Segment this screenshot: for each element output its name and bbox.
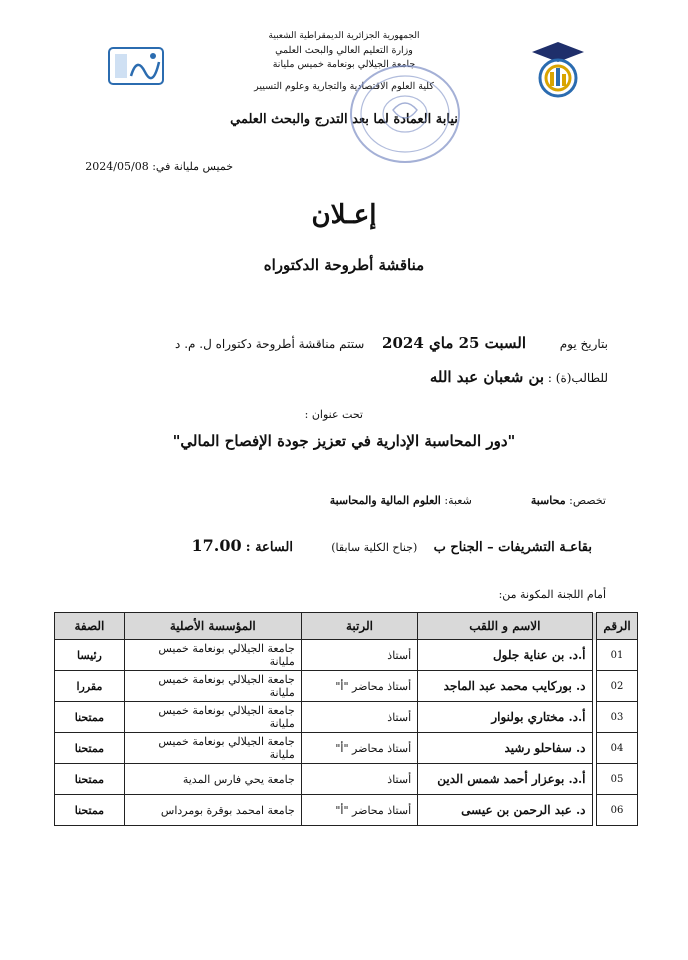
table-row xyxy=(55,640,638,671)
col-gap xyxy=(592,613,597,640)
col-gap xyxy=(592,764,597,795)
header-ministry: وزارة التعليم العالي والبحث العلمي xyxy=(275,45,413,56)
issue-date: خميس مليانة في: 2024/05/08 xyxy=(85,160,233,173)
member-name: أ.د. مختاري بولنوار xyxy=(418,702,592,733)
table-row xyxy=(55,795,638,826)
date-suffix: ستتم مناقشة أطروحة دكتوراه ل. م. د xyxy=(175,337,365,351)
university-logo xyxy=(105,42,167,90)
member-institution: جامعة الجيلالي بونعامة خميس مليانة xyxy=(124,640,301,671)
member-num: 04 xyxy=(597,733,638,764)
member-num: 02 xyxy=(597,671,638,702)
table-row xyxy=(55,702,638,733)
col-gap xyxy=(592,640,597,671)
title-label: تحت عنوان : xyxy=(304,408,363,421)
member-institution: جامعة يحي فارس المدية xyxy=(124,764,301,795)
member-rank: أستاذ xyxy=(301,702,417,733)
time-label: الساعة : xyxy=(245,540,293,555)
thesis-title: "دور المحاسبة الإدارية في تعزيز جودة الإفصاح المالي" xyxy=(172,432,516,450)
header-republic: الجمهورية الجزائرية الديمقراطية الشعبية xyxy=(268,31,420,41)
official-stamp xyxy=(345,60,465,168)
col-role-header: الصفة xyxy=(55,613,125,640)
col-gap xyxy=(592,671,597,702)
member-rank: أستاذ محاضر "أ" xyxy=(301,733,417,764)
page-title: إعـلان xyxy=(311,200,377,230)
member-role: ممتحنا xyxy=(55,733,125,764)
time-value: 17.00 xyxy=(191,536,242,555)
member-role: مقررا xyxy=(55,671,125,702)
member-institution: جامعة الجيلالي بونعامة خميس مليانة xyxy=(124,671,301,702)
venue-line xyxy=(192,536,592,555)
branch-value: العلوم المالية والمحاسبة xyxy=(329,494,441,507)
student-label: للطالب(ة) : xyxy=(547,371,608,385)
member-role: ممتحنا xyxy=(55,764,125,795)
header-deanship: نيابة العمادة لما بعد التدرج والبحث العلمي xyxy=(230,112,458,127)
student-name: بن شعبان عبد الله xyxy=(429,368,545,386)
member-institution: جامعة الجيلالي بونعامة خميس مليانة xyxy=(124,702,301,733)
branch-label: شعبة: xyxy=(444,494,472,507)
member-institution: جامعة الجيلالي بونعامة خميس مليانة xyxy=(124,733,301,764)
col-gap xyxy=(592,702,597,733)
col-gap xyxy=(592,795,597,826)
venue-note: (جناح الكلية سابقا) xyxy=(331,541,418,554)
date-value: السبت 25 ماي 2024 xyxy=(382,334,527,352)
member-name: د. سفاحلو رشيد xyxy=(418,733,592,764)
member-name: د. عبد الرحمن بن عيسى xyxy=(418,795,592,826)
member-name: د. بوركايب محمد عبد الماجد xyxy=(418,671,592,702)
student-line xyxy=(430,368,608,386)
speciality-value: محاسبة xyxy=(530,494,566,507)
col-rank-header: الرتبة xyxy=(301,613,417,640)
speciality-line xyxy=(330,494,606,507)
date-prefix: بتاريخ يوم xyxy=(559,337,608,351)
table-row xyxy=(55,671,638,702)
table-row xyxy=(55,733,638,764)
table-row xyxy=(55,764,638,795)
committee-label: أمام اللجنة المكونة من: xyxy=(498,588,606,601)
member-rank: أستاذ xyxy=(301,640,417,671)
member-role: ممتحنا xyxy=(55,795,125,826)
col-gap xyxy=(592,733,597,764)
committee-table xyxy=(54,612,638,826)
member-num: 06 xyxy=(597,795,638,826)
col-institution-header: المؤسسة الأصلية xyxy=(124,613,301,640)
col-name-header: الاسم و اللقب xyxy=(418,613,592,640)
venue: بقاعـة التشريفات – الجناح ب xyxy=(433,540,592,555)
member-institution: جامعة امحمد بوقرة بومرداس xyxy=(124,795,301,826)
member-rank: أستاذ xyxy=(301,764,417,795)
member-num: 01 xyxy=(597,640,638,671)
header-faculty: كلية العلوم الاقتصادية والتجارية وعلوم التسيير xyxy=(254,81,434,92)
member-role: ممتحنا xyxy=(55,702,125,733)
member-num: 03 xyxy=(597,702,638,733)
faculty-logo xyxy=(528,38,588,100)
member-num: 05 xyxy=(597,764,638,795)
member-name: أ.د. بن عناية جلول xyxy=(418,640,592,671)
member-rank: أستاذ محاضر "أ" xyxy=(301,671,417,702)
header-university: جامعة الجيلالي بونعامة خميس مليانة xyxy=(272,59,416,70)
col-num-header: الرقم xyxy=(597,613,638,640)
member-name: أ.د. بوعزار أحمد شمس الدين xyxy=(418,764,592,795)
speciality-label: تخصص: xyxy=(569,494,606,507)
defense-date-line xyxy=(175,334,608,352)
member-rank: أستاذ محاضر "أ" xyxy=(301,795,417,826)
committee-header-row xyxy=(55,613,638,640)
member-role: رئيسا xyxy=(55,640,125,671)
page-subtitle: مناقشة أطروحة الدكتوراه xyxy=(263,256,425,274)
